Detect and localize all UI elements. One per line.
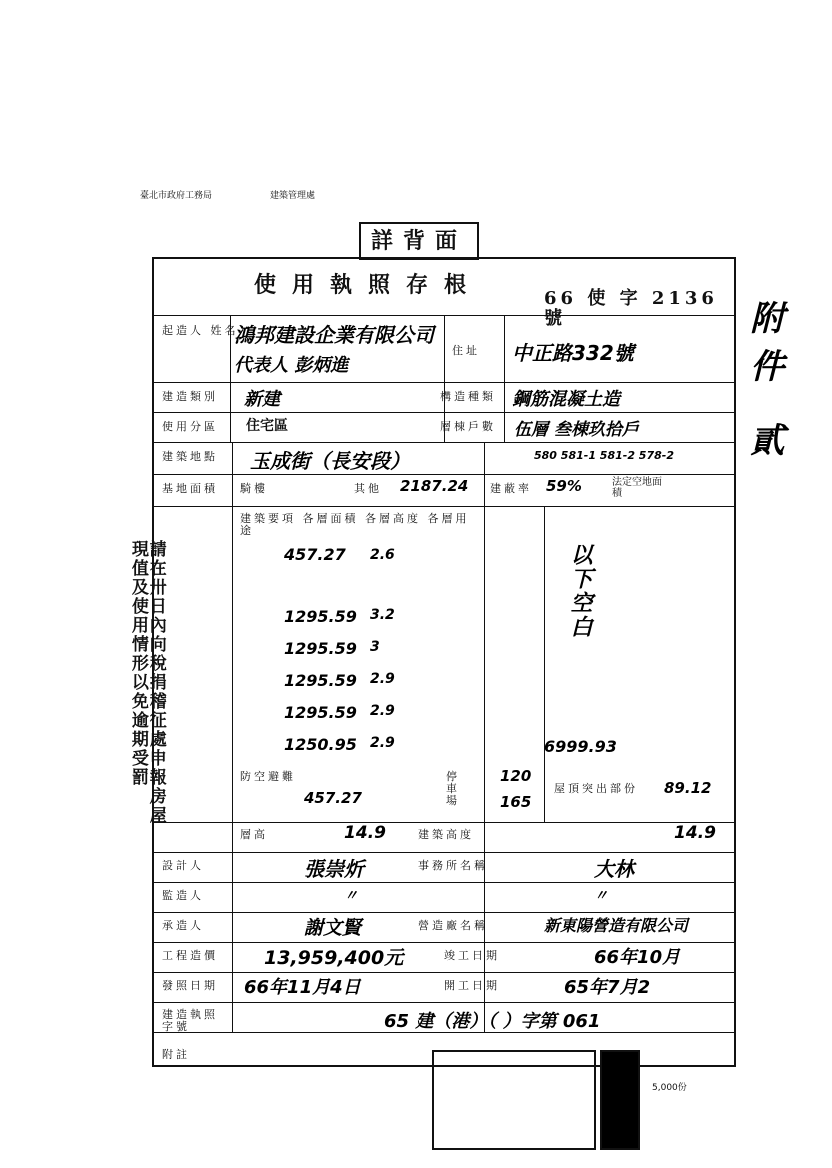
address-label: 住址 (452, 344, 480, 357)
site-label: 建築地點 (162, 450, 218, 463)
arcade-label: 騎樓 (240, 482, 268, 495)
completion-value: 66年10月 (594, 947, 681, 968)
shelter-label: 防空避難 (240, 770, 296, 783)
license-number: 66 使 字 2136 號 (544, 288, 718, 329)
form-title: 使用執照存根 (254, 272, 483, 298)
builder-address: 中正路332號 (512, 341, 634, 365)
zone-label: 使用分區 (162, 420, 218, 433)
company-label: 營造廠名稱 (418, 919, 488, 932)
shelter-below: 457.27 (304, 789, 362, 807)
remarks-label: 附註 (162, 1048, 190, 1061)
coverage-value: 59% (546, 477, 582, 495)
issuer-stamp-right: 建築管理處 (270, 191, 316, 201)
floor1-height: 3.2 (370, 607, 395, 623)
col-area: 各層面積 (302, 512, 359, 525)
total-area: 6999.93 (544, 737, 617, 756)
basement-height: 2.6 (370, 547, 395, 563)
start-date-value: 65年7月2 (564, 977, 651, 998)
parking-outdoor: 165 (500, 793, 532, 811)
detail-back-tag: 詳背面 (359, 222, 479, 260)
cost-label: 工程造價 (162, 949, 218, 962)
designer-name: 張崇炘 (304, 857, 364, 881)
floors-label: 層棟戶數 (440, 420, 496, 433)
floor5-height: 2.9 (370, 735, 395, 751)
issue-date-value: 66年11月4日 (244, 977, 361, 998)
category-label: 建造類別 (162, 390, 218, 403)
floor3-height: 2.9 (370, 671, 395, 687)
site-lots: 580 581-1 581-2 578-2 (534, 449, 674, 462)
coverage-label: 建蔽率 (490, 482, 532, 495)
issuer-stamp-left: 臺北市政府工務局 (140, 191, 213, 201)
floor2-area: 1295.59 (284, 639, 357, 658)
permit-label: 建造執照字號 (162, 1008, 218, 1034)
below-blank-note: 以下空白 (567, 543, 593, 639)
completion-label: 竣工日期 (444, 949, 500, 962)
floors-value: 伍層 叁棟玖拾戶 (514, 420, 639, 440)
contractor-name: 謝文賢 (304, 917, 362, 939)
start-date-label: 開工日期 (444, 979, 500, 992)
supervisor-name: 〃 (344, 888, 358, 904)
builder-representative: 代表人 彭炳進 (234, 355, 349, 376)
tax-notice: 請在卅日內向稅捐稽征處申報房屋現值及使用情形以免逾期受罰 (127, 540, 166, 825)
builder-name: 鴻邦建設企業有限公司 (234, 323, 434, 347)
designer-firm: 大林 (594, 857, 634, 881)
other-area: 2187.24 (400, 477, 469, 495)
license-form (152, 257, 736, 1067)
floor-columns-left (240, 513, 470, 537)
basement-area: 457.27 (284, 545, 346, 564)
roof-area: 89.12 (664, 779, 712, 797)
floor5-area: 1250.95 (284, 735, 357, 754)
floor3-area: 1295.59 (284, 671, 357, 690)
issue-date-label: 發照日期 (162, 979, 218, 992)
legal-space-label: 法定空地面積 (612, 477, 662, 499)
builder-label: 起造人 姓名 (162, 324, 239, 337)
contractor-label: 承造人 (162, 919, 204, 932)
supervisor-label: 監造人 (162, 889, 204, 902)
structure-value: 鋼筋混凝土造 (512, 389, 620, 410)
building-height-value: 14.9 (674, 823, 716, 843)
margin-annotation: 附件 貳 (743, 300, 784, 470)
col-use: 各層用途 (240, 512, 470, 538)
col-height: 各層高度 (365, 512, 421, 525)
area-label: 基地面積 (162, 482, 218, 495)
parking-indoor: 120 (500, 767, 532, 785)
roof-label: 屋頂突出部份 (554, 782, 638, 795)
height-label: 層高 (240, 828, 268, 841)
approval-seals (432, 1050, 596, 1150)
category-value: 新建 (244, 389, 280, 410)
firm-label: 事務所名稱 (418, 859, 488, 872)
floor4-area: 1295.59 (284, 703, 357, 722)
zone-value: 住宅區 (246, 418, 288, 434)
floor4-height: 2.9 (370, 703, 395, 719)
floor1-area: 1295.59 (284, 607, 357, 626)
floor2-height: 3 (370, 639, 380, 655)
supervisor-firm: 〃 (594, 888, 608, 904)
building-height-label: 建築高度 (418, 828, 474, 841)
col-item: 建築要項 (240, 512, 296, 525)
print-run: 5,000份 (652, 1083, 687, 1093)
parking-label: 停車場 (446, 770, 460, 808)
cost-value: 13,959,400元 (264, 947, 404, 969)
official-seal (600, 1050, 640, 1150)
contractor-company: 新東陽營造有限公司 (544, 916, 689, 935)
site-street: 玉成街（長安段） (250, 449, 410, 473)
height-value: 14.9 (344, 823, 386, 843)
structure-label: 構造種類 (440, 390, 496, 403)
permit-value: 65 建（港）（ ）字第 061 (384, 1011, 601, 1032)
other-label: 其他 (354, 482, 382, 495)
designer-label: 設計人 (162, 859, 204, 872)
